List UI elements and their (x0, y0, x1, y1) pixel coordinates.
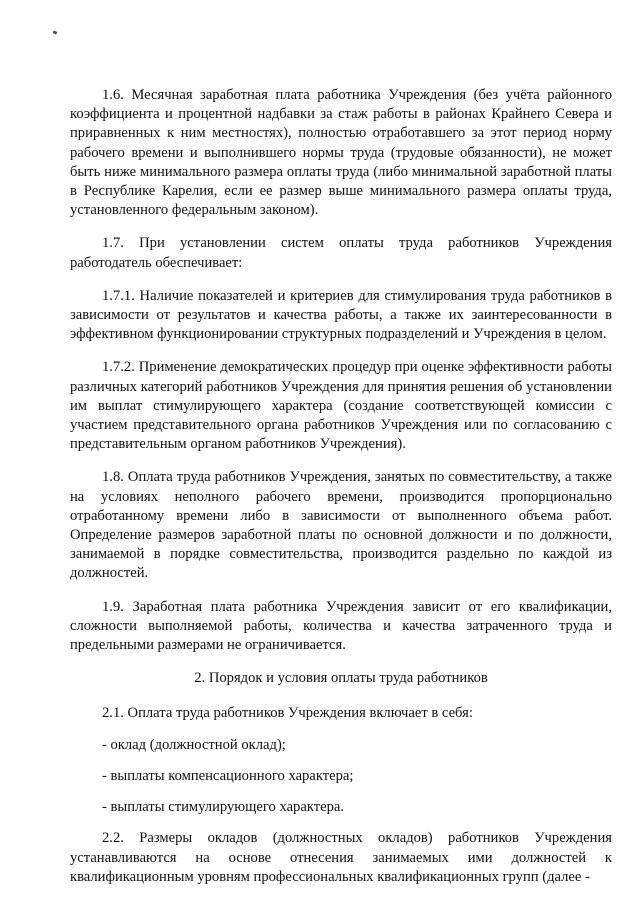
paragraph-1-7-1: 1.7.1. Наличие показателей и критериев для стимулирования труда работников в зависимости от результатов и качества работы, а также их заинтересованности в эффективном функционировании структурных подразделений и Учреждения в целом. (70, 287, 612, 343)
paragraph-1-8: 1.8. Оплата труда работников Учреждения, занятых по совместительству, а также на условиях неполного рабочего времени, производится пропорционально отработанному времени либо в зависимости от выполненного объема работ. Определение размеров заработной платы по основной должности и по должности, занимаемой в порядке совместительства, производится раздельно по каждой из должностей. (70, 469, 612, 582)
section-heading: 2. Порядок и условия оплаты труда работников (194, 670, 488, 687)
list-item-compensation: - выплаты компенсационного характера; (102, 767, 354, 784)
scan-speck (53, 30, 58, 34)
paragraph-1-7: 1.7. При установлении систем оплаты труда работников Учреждения работодатель обеспечивает: (70, 235, 612, 271)
paragraph-1-9: 1.9. Заработная плата работника Учреждения зависит от его квалификации, сложности выполняемой работы, количества и качества затраченного труда и предельными размерами не ограничивается. (70, 598, 612, 654)
paragraph-2-1: 2.1. Оплата труда работников Учреждения включает в себя: (102, 705, 473, 722)
paragraph-1-7-2: 1.7.2. Применение демократических процедур при оценке эффективности работы различных категорий работников Учреждения для принятия решения об установлении им выплат стимулирующего характера (создание соответствующей комиссии с участием представительного органа работников Учреждения или по согласованию с представительным органом работников Учреждения). (70, 359, 612, 453)
document-body (70, 86, 612, 887)
list-item-salary: - оклад (должностной оклад); (102, 736, 286, 753)
paragraph-2-2: 2.2. Размеры окладов (должностных окладов) работников Учреждения устанавливаются на основе отнесения занимаемых ими должностей к квалификационным уровням профессиональных квалификационных групп (далее - (70, 830, 612, 885)
list-item-incentive: - выплаты стимулирующего характера. (102, 799, 344, 816)
paragraph-1-6: 1.6. Месячная заработная плата работника Учреждения (без учёта районного коэффициента и процентной надбавки за стаж работы в районах Крайнего Севера и приравненных к ним местностях), полностью отработавшего за этот период норму рабочего времени и выполнившего нормы труда (трудовые обязанности), не может быть ниже минимального размера оплаты труда (либо минимальной заработной платы в Республике Карелия, если ее размер выше минимального размера оплаты труда, установленного федеральным законом). (70, 87, 612, 219)
